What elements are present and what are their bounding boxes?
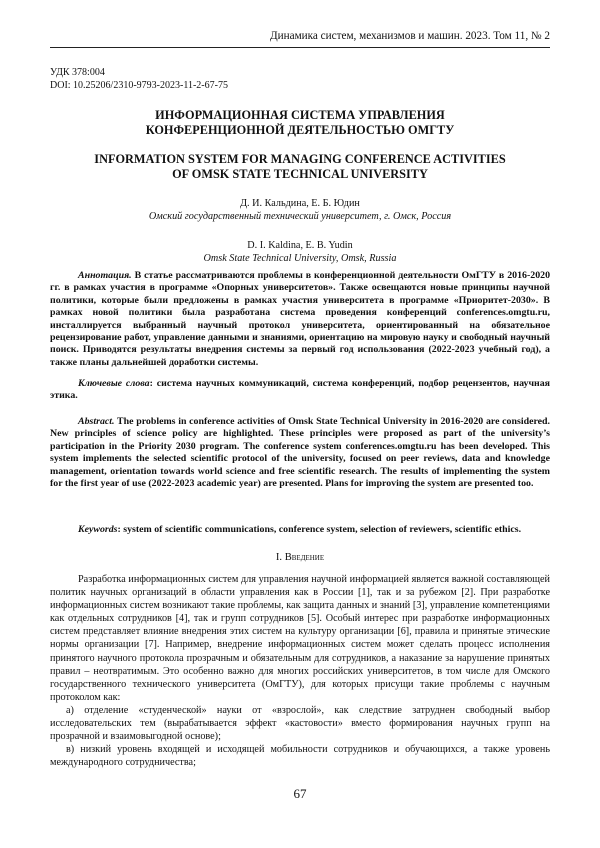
keywords-en — [50, 524, 550, 536]
paper-page — [50, 0, 550, 848]
abstract-en — [50, 416, 550, 490]
title-en — [50, 152, 550, 182]
page-number: 67 — [293, 786, 307, 801]
title-ru-line-1: ИНФОРМАЦИОННАЯ СИСТЕМА УПРАВЛЕНИЯ — [155, 108, 445, 122]
keywords-en-text: : system of scientific communications, conference system, selection of reviewers, scientific ethics. — [117, 524, 522, 535]
body-paragraph: Разработка информационных систем для управления научной информацией является важной составляющей политик научных организаций в области управления как в России [1], так и за рубежом [2]. При разработке информационных систем возникают такие проблемы, как защита данных и знаний [3], управление компетенциями как отдельных сотрудников [4], так и групп сотрудников [5]. Особый интерес при разработке информационных систем представляет влияние внедрения этих систем на культуру организации [6], правила и принятые этические нормы организации [7]. Например, внедрение информационных систем может сделать процесс исполнения принятого научного протокола прозрачным и обязательным для сотрудников, а наказание за нарушение принятых правил – неотвратимым. Это особенно важно для многих российских университетов, в том числе для Омского государственного технического университета (ОмГТУ), для которых присущи такие проблемы с научным протоколом как: — [50, 574, 550, 703]
title-ru — [50, 108, 550, 138]
section-heading — [50, 551, 550, 564]
authors-en-block — [50, 239, 550, 265]
authors-ru: Д. И. Кальдина, Е. Б. Юдин — [240, 198, 360, 209]
body-list-item-a: а) отделение «студенческой» науки от «взрослой», как следствие затруднен свободный выбор исследовательских тем (вырабатывается эффект «кастовости» вместо формирования научных групп на прозрачной и взаимовыгодной основе); — [50, 704, 550, 743]
title-en-line-2: OF OMSK STATE TECHNICAL UNIVERSITY — [172, 167, 428, 181]
doi: DOI: 10.25206/2310-9793-2023-11-2-67-75 — [50, 79, 228, 91]
keywords-ru-text: : система научных коммуникаций, система конференций, подбор рецензентов, научная этика. — [50, 378, 550, 402]
keywords-ru — [50, 378, 550, 403]
title-en-line-1: INFORMATION SYSTEM FOR MANAGING CONFERENCE ACTIVITIES — [94, 152, 506, 166]
affiliation-en: Omsk State Technical University, Omsk, Russia — [203, 253, 397, 264]
affiliation-ru: Омский государственный технический университет, г. Омск, Россия — [148, 211, 452, 222]
section-number: I. — [275, 552, 283, 563]
running-head: Динамика систем, механизмов и машин. 2023. Том 11, № 2 — [50, 29, 550, 48]
abstract-ru-text: В статье рассматриваются проблемы в конференционной деятельности ОмГТУ в 2016-2020 гг. в рамках участия в программе «Опорных университетов». Также освещаются новые принципы научной политики, которые были предложены в рамках участия университета в программе «Приоритет-2030». В рамках новой политики была разработана система проведения конференций conferences.omgtu.ru, инсталлируется выбранный научный протокол университета, ориентированный на обязательное рецензирование работ, управление данными и знаниями, ориентацию на мировую науку и свободный научный поиск. Приводятся результаты внедрения системы за первый год использования (2022-2023 учебный год), а также планы дальнейшей доработки системы. — [50, 270, 551, 368]
udk-code: УДК 378:004 — [50, 67, 105, 78]
section-title: Введение — [284, 552, 325, 563]
body-list-item-b: в) низкий уровень входящей и исходящей мобильности сотрудников и обучающихся, а также уровень международного сотрудничества; — [50, 744, 550, 769]
keywords-en-label: Keywords — [78, 524, 118, 535]
authors-ru-block — [50, 197, 550, 223]
body-text — [50, 573, 550, 769]
keywords-ru-label: Ключевые слова — [78, 378, 150, 389]
title-ru-line-2: КОНФЕРЕНЦИОННОЙ ДЕЯТЕЛЬНОСТЬЮ ОМГТУ — [145, 123, 455, 137]
abstract-en-text: The problems in conference activities of Omsk State Technical University in 2016-2020 are considered. New principles of science policy are highlighted. These principles were proposed as part of the university’s participation in the Priority 2030 program. The conference system conferences.omgtu.ru has been developed. This system implements the selected scientific protocol of the university, focused on peer reviews, data and knowledge management, orientation towards world science and free scientific research. The results of implementing the system for the first year of use (2022-2023 academic year) are presented. Plans for improving the system are presented too. — [50, 416, 550, 490]
authors-en: D. I. Kaldina, E. B. Yudin — [247, 240, 353, 251]
article-meta — [50, 67, 228, 92]
abstract-ru-label: Аннотация. — [78, 270, 132, 281]
abstract-en-label: Abstract. — [78, 416, 115, 427]
abstract-ru — [50, 270, 550, 369]
